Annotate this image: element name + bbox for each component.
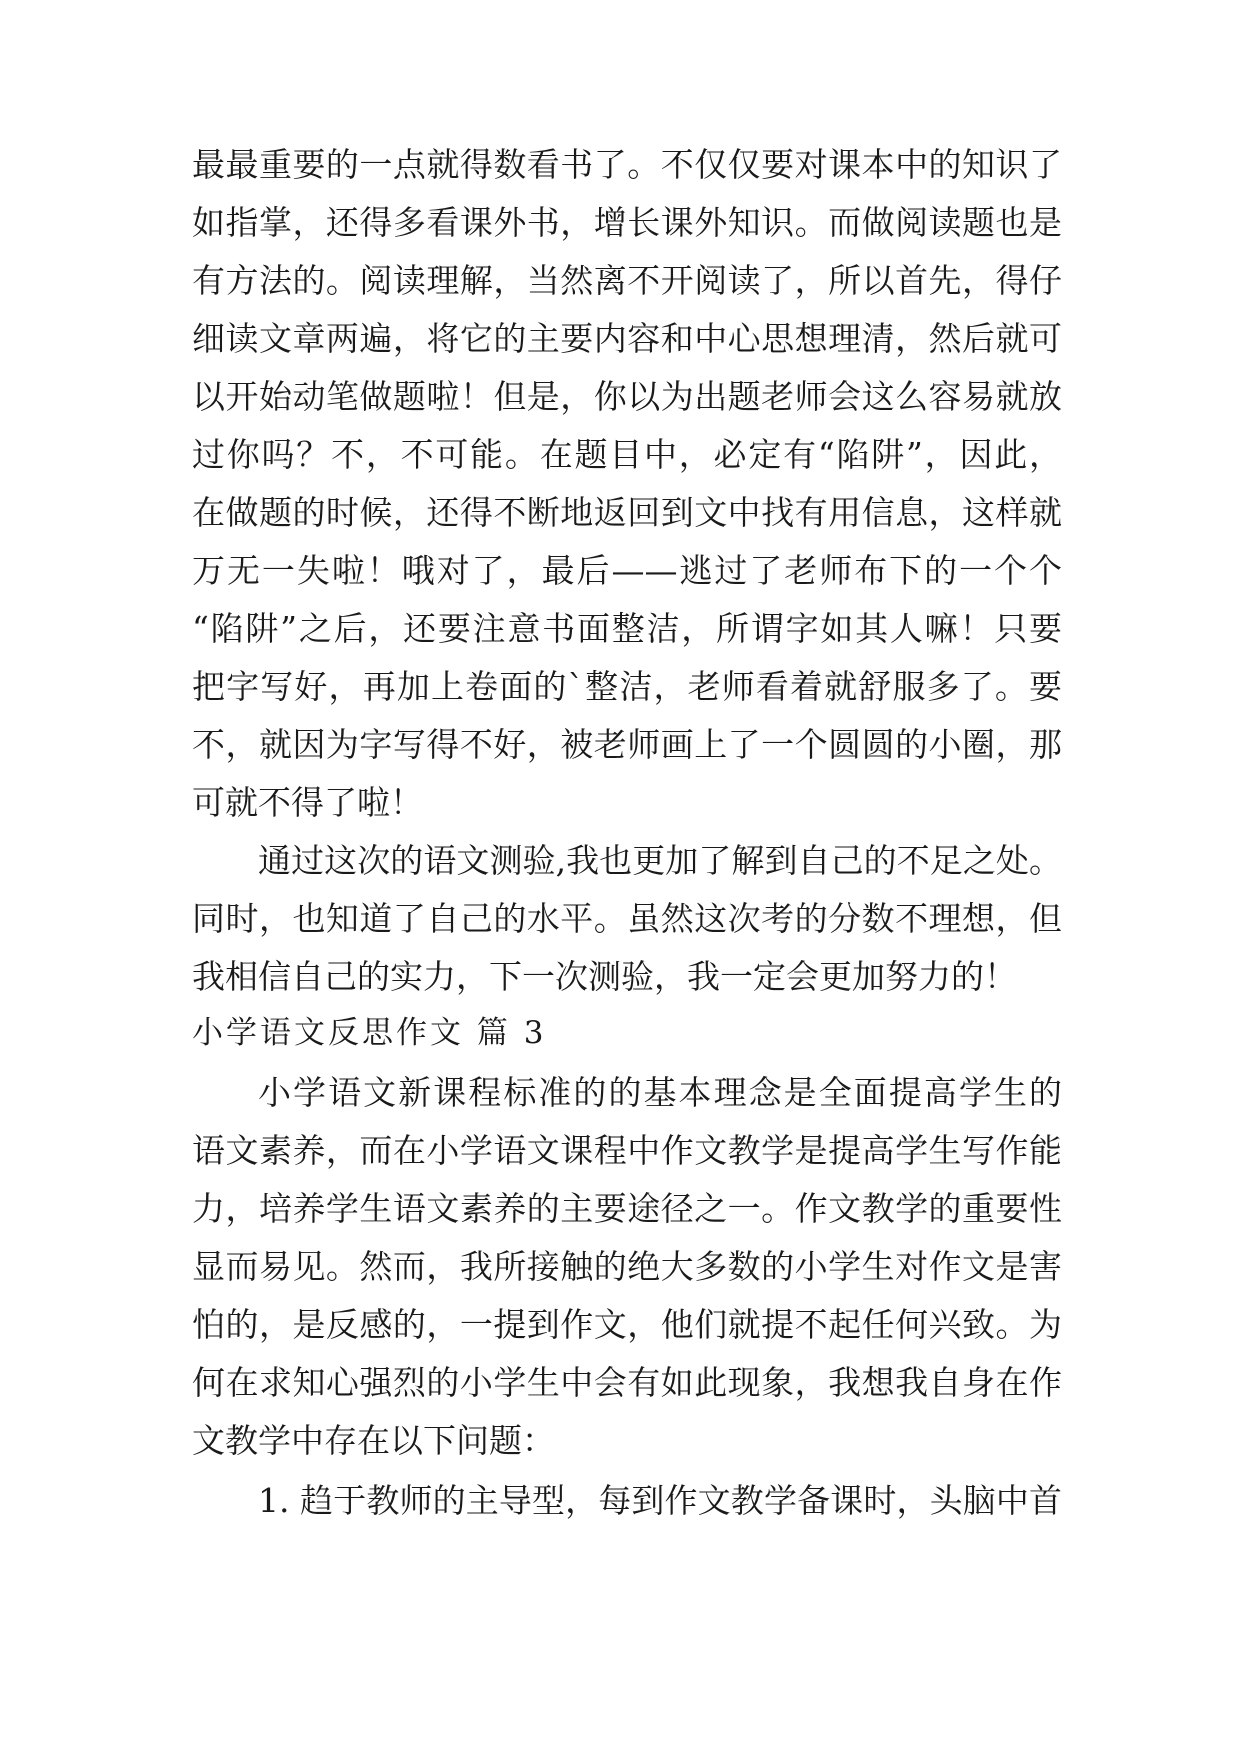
paragraph-3-line-4: 显而易见。然而，我所接触的绝大多数的小学生对作文是害 — [192, 1247, 1062, 1286]
paragraph-4-line-1: 1. 趋于教师的主导型，每到作文教学备课时，头脑中首 — [258, 1481, 1062, 1520]
paragraph-1-line-5: 以开始动笔做题啦！但是，你以为出题老师会这么容易就放 — [192, 377, 1062, 416]
section-heading: 小学语文反思作文 篇 3 — [192, 1015, 547, 1051]
paragraph-1-line-10: 把字写好，再加上卷面的`整洁，老师看着就舒服多了。要 — [192, 667, 1062, 706]
paragraph-1-line-6: 过你吗？不，不可能。在题目中，必定有“陷阱”，因此， — [192, 435, 1062, 474]
paragraph-1-line-1: 最最重要的一点就得数看书了。不仅仅要对课本中的知识了 — [192, 145, 1062, 184]
paragraph-1-line-8: 万无一失啦！哦对了，最后——逃过了老师布下的一个个 — [192, 551, 1062, 590]
paragraph-1-line-7: 在做题的时候，还得不断地返回到文中找有用信息，这样就 — [192, 493, 1062, 532]
paragraph-3-line-7: 文教学中存在以下问题： — [192, 1421, 555, 1460]
paragraph-2-line-1: 通过这次的语文测验,我也更加了解到自己的不足之处。 — [258, 841, 1062, 880]
paragraph-1-line-4: 细读文章两遍，将它的主要内容和中心思想理清，然后就可 — [192, 319, 1062, 358]
paragraph-3-line-5: 怕的，是反感的，一提到作文，他们就提不起任何兴致。为 — [192, 1305, 1062, 1344]
paragraph-3-line-6: 何在求知心强烈的小学生中会有如此现象，我想我自身在作 — [192, 1363, 1062, 1402]
paragraph-3-line-2: 语文素养，而在小学语文课程中作文教学是提高学生写作能 — [192, 1131, 1062, 1170]
paragraph-3-line-1: 小学语文新课程标准的的基本理念是全面提高学生的 — [258, 1073, 1062, 1112]
paragraph-1-line-11: 不，就因为字写得不好，被老师画上了一个圆圆的小圈，那 — [192, 725, 1062, 764]
paragraph-1-line-12: 可就不得了啦！ — [192, 783, 423, 822]
paragraph-1-line-2: 如指掌，还得多看课外书，增长课外知识。而做阅读题也是 — [192, 203, 1062, 242]
paragraph-3-line-3: 力，培养学生语文素养的主要途径之一。作文教学的重要性 — [192, 1189, 1062, 1228]
paragraph-1-line-3: 有方法的。阅读理解，当然离不开阅读了，所以首先，得仔 — [192, 261, 1062, 300]
paragraph-2-line-3: 我相信自己的实力，下一次测验，我一定会更加努力的！ — [192, 957, 1017, 996]
paragraph-2-line-2: 同时，也知道了自己的水平。虽然这次考的分数不理想，但 — [192, 899, 1062, 938]
paragraph-1-line-9: “陷阱”之后，还要注意书面整洁，所谓字如其人嘛！只要 — [192, 609, 1062, 648]
